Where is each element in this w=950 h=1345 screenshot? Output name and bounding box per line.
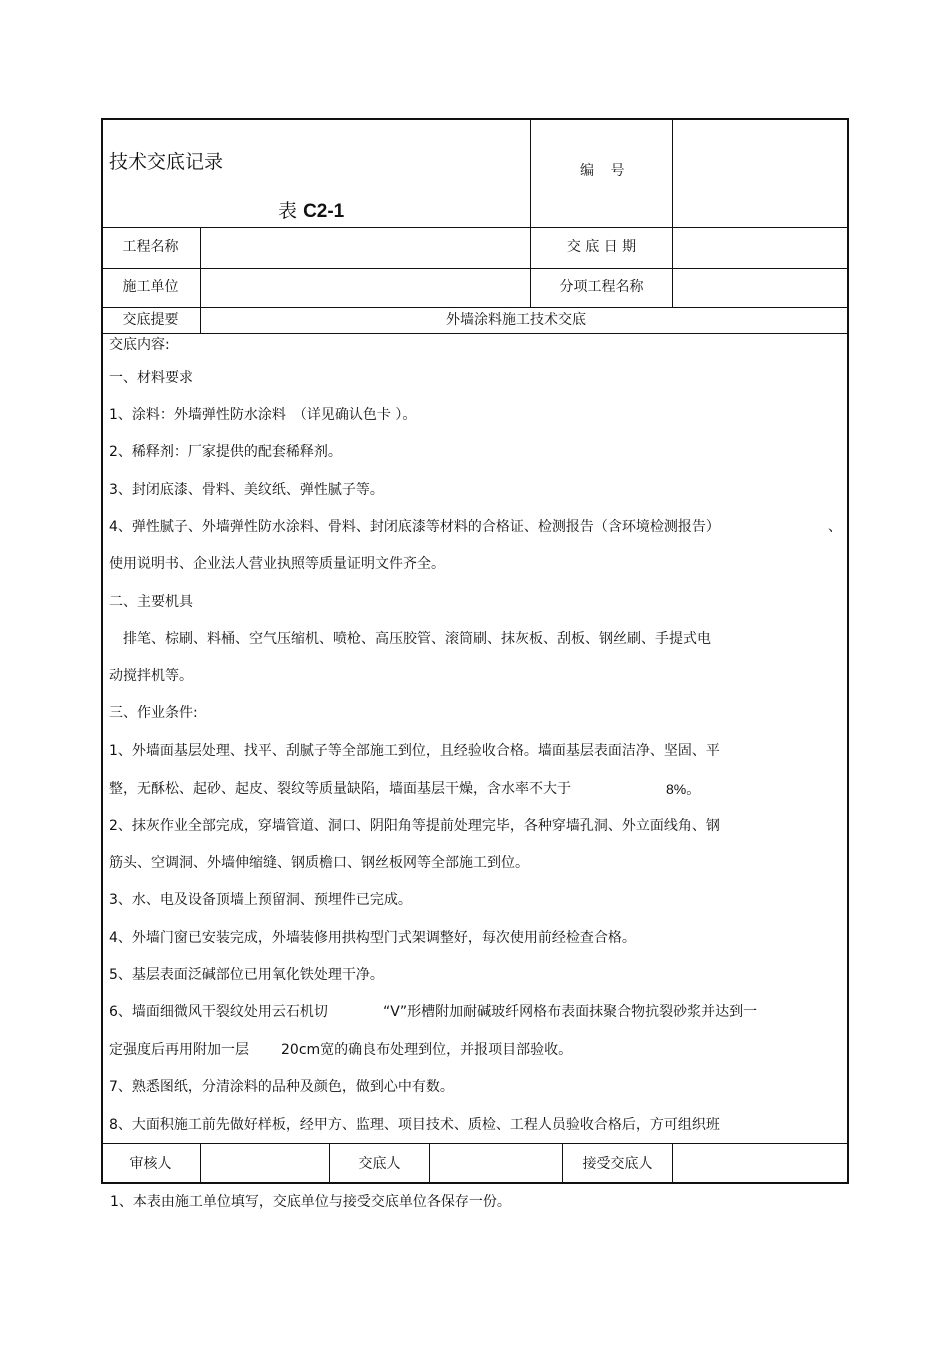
content-line-continuation: 20cm宽的确良布处理到位，并报项目部验收。 [281,1042,573,1058]
content-line: 8、大面积施工前先做好样板，经甲方、监理、项目技术、质检、工程人员验收合格后，方可组织班 [109,1117,720,1133]
summary-label: 交底提要 [122,312,179,328]
table-rule [101,268,849,269]
contractor-label: 施工单位 [122,279,179,295]
table-rule [101,1143,849,1144]
content-line: 4、弹性腻子、外墙弹性防水涂料、骨料、封闭底漆等材料的合格证、检测报告（含环境检测报告） [109,519,720,535]
content-line: 排笔、棕刷、料桶、空气压缩机、喷枪、高压胶管、滚筒刷、抹灰板、刮板、钢丝刷、手提式电 [109,631,711,647]
content-line: 2、抹灰作业全部完成，穿墙管道、洞口、阴阳角等提前处理完毕，各种穿墙孔洞、外立面线角、钢 [109,818,720,834]
table-rule [101,333,849,334]
content-line: 一、材料要求 [109,370,193,386]
content-line: 4、外墙门窗已安装完成，外墙装修用拱构型门式架调整好，每次使用前经检查合格。 [109,930,636,946]
content-line: 三、作业条件: [109,705,198,721]
moisture-value: 8%。 [666,781,701,797]
content-line: 2、稀释剂：厂家提供的配套稀释剂。 [109,444,342,460]
content-line: 二、主要机具 [109,594,193,610]
receiver-label: 接受交底人 [582,1156,653,1172]
content-line: 整，无酥松、起砂、起皮、裂纹等质量缺陷，墙面基层干燥，含水率不大于 [109,781,571,797]
footnote: 1、本表由施工单位填写，交底单位与接受交底单位各保存一份。 [110,1194,511,1210]
table-rule [429,1143,430,1184]
content-line: 5、基层表面泛碱部位已用氧化铁处理干净。 [109,967,384,983]
summary-value: 外墙涂料施工技术交底 [446,312,586,328]
table-rule [672,118,673,308]
content-line-tail: 、 [828,519,842,535]
discloser-label: 交底人 [358,1156,401,1172]
content-line: 1、涂料：外墙弹性防水涂料 （详见确认色卡 ）。 [109,407,417,423]
form-number [278,199,344,224]
content-line: 筋头、空调洞、外墙伸缩缝、钢质檐口、钢丝板网等全部施工到位。 [109,855,529,871]
date-label: 交 底 日 期 [566,239,637,255]
document-title: 技术交底记录 [109,151,224,173]
number-label: 编 号 [580,163,631,179]
subproject-label: 分项工程名称 [559,279,644,295]
table-rule [101,307,849,308]
content-line: 使用说明书、企业法人营业执照等质量证明文件齐全。 [109,556,445,572]
content-line: 动搅拌机等。 [109,668,193,684]
content-line: 定强度后再用附加一层 [109,1042,249,1058]
table-rule [200,1143,201,1184]
content-line: 1、外墙面基层处理、找平、刮腻子等全部施工到位，且经验收合格。墙面基层表面洁净、坚固、平 [109,743,720,759]
project-name-label: 工程名称 [122,239,179,255]
table-rule [101,227,849,228]
content-line: 7、熟悉图纸，分清涂料的品种及颜色，做到心中有数。 [109,1079,454,1095]
table-rule [672,1143,673,1184]
form-prefix: 表 [278,200,298,222]
content-heading: 交底内容: [109,337,170,353]
reviewer-label: 审核人 [129,1156,172,1172]
content-line-continuation: “V”形槽附加耐碱玻纤网格布表面抹聚合物抗裂砂浆并达到一 [383,1004,758,1020]
content-line: 6、墙面细微风干裂纹处用云石机切 [109,1004,328,1020]
content-line: 3、封闭底漆、骨料、美纹纸、弹性腻子等。 [109,482,384,498]
record-table [101,118,849,1184]
form-code: C2-1 [303,201,345,222]
content-line: 3、水、电及设备顶墙上预留洞、预埋件已完成。 [109,892,412,908]
